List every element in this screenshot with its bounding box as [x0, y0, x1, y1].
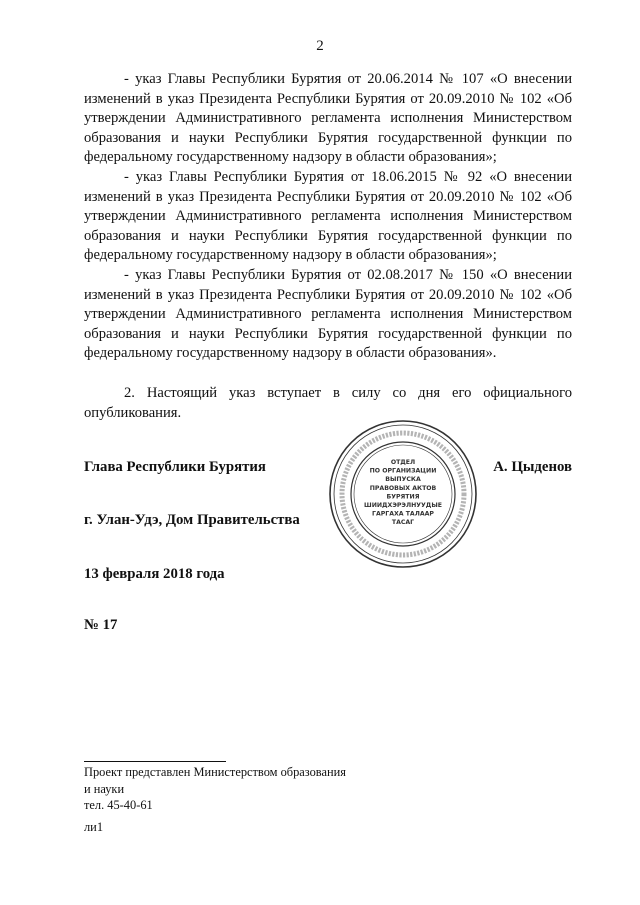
- seal-text-line: ГАРГАХА ТАЛААР: [372, 510, 434, 518]
- footnote: [84, 764, 346, 814]
- paragraph-item: - указ Главы Республики Бурятия от 18.06.2015 № 92 «О внесении изменений в указ Президента Республики Бурятия от 20.09.2010 № 102 «Об утверждении Административного регламента исполнения Министерством образования и науки Республики Бурятия государственной функции по федеральному государственному надзору в области образования»;: [84, 168, 572, 264]
- seal-text-line: ШИИДХЭРЭЛНУУДЫЕ: [364, 502, 442, 509]
- decree-body: [84, 70, 572, 423]
- paragraph-item: - указ Главы Республики Бурятия от 02.08.2017 № 150 «О внесении изменений в указ Президента Республики Бурятия от 20.09.2010 № 102 «Об утверждении Административного регламента исполнения Министерством образования и науки Республики Бурятия государственной функции по федеральному государственному надзору в области образования».: [84, 266, 572, 362]
- footnote-code: ли1: [84, 820, 104, 834]
- signatory-name: А. Цыденов: [493, 459, 572, 475]
- decree-number: № 17: [84, 617, 118, 633]
- footnote-line: и науки: [84, 781, 125, 796]
- signing-place: г. Улан-Удэ, Дом Правительства: [84, 512, 300, 528]
- page-number: 2: [316, 38, 324, 54]
- paragraph-item: 2. Настоящий указ вступает в силу со дня его официального опубликования.: [84, 384, 572, 421]
- footnote-divider: [84, 761, 226, 762]
- seal-text-line: ПО ОРГАНИЗАЦИИ: [369, 467, 437, 475]
- signing-date: 13 февраля 2018 года: [84, 566, 225, 582]
- seal-text-line: ОТДЕЛ: [390, 459, 416, 466]
- paragraph-item: - указ Главы Республики Бурятия от 20.06.2014 № 107 «О внесении изменений в указ Президента Республики Бурятия от 20.09.2010 № 102 «Об утверждении Административного регламента исполнения Министерством образования и науки Республики Бурятия государственной функции по федеральному государственному надзору в области образования»;: [84, 71, 572, 166]
- seal-text-line: ПРАВОВЫХ АКТОВ: [369, 484, 437, 492]
- footnote-line: Проект представлен Министерством образования: [84, 765, 346, 779]
- footnote-line: тел. 45-40-61: [84, 798, 153, 812]
- signatory-title: Глава Республики Бурятия: [84, 459, 266, 475]
- seal-text-line: БУРЯТИЯ: [386, 493, 420, 501]
- seal-text-line: ТАСАГ: [391, 519, 415, 527]
- official-seal: [327, 418, 479, 570]
- seal-text-line: ВЫПУСКА: [385, 476, 421, 484]
